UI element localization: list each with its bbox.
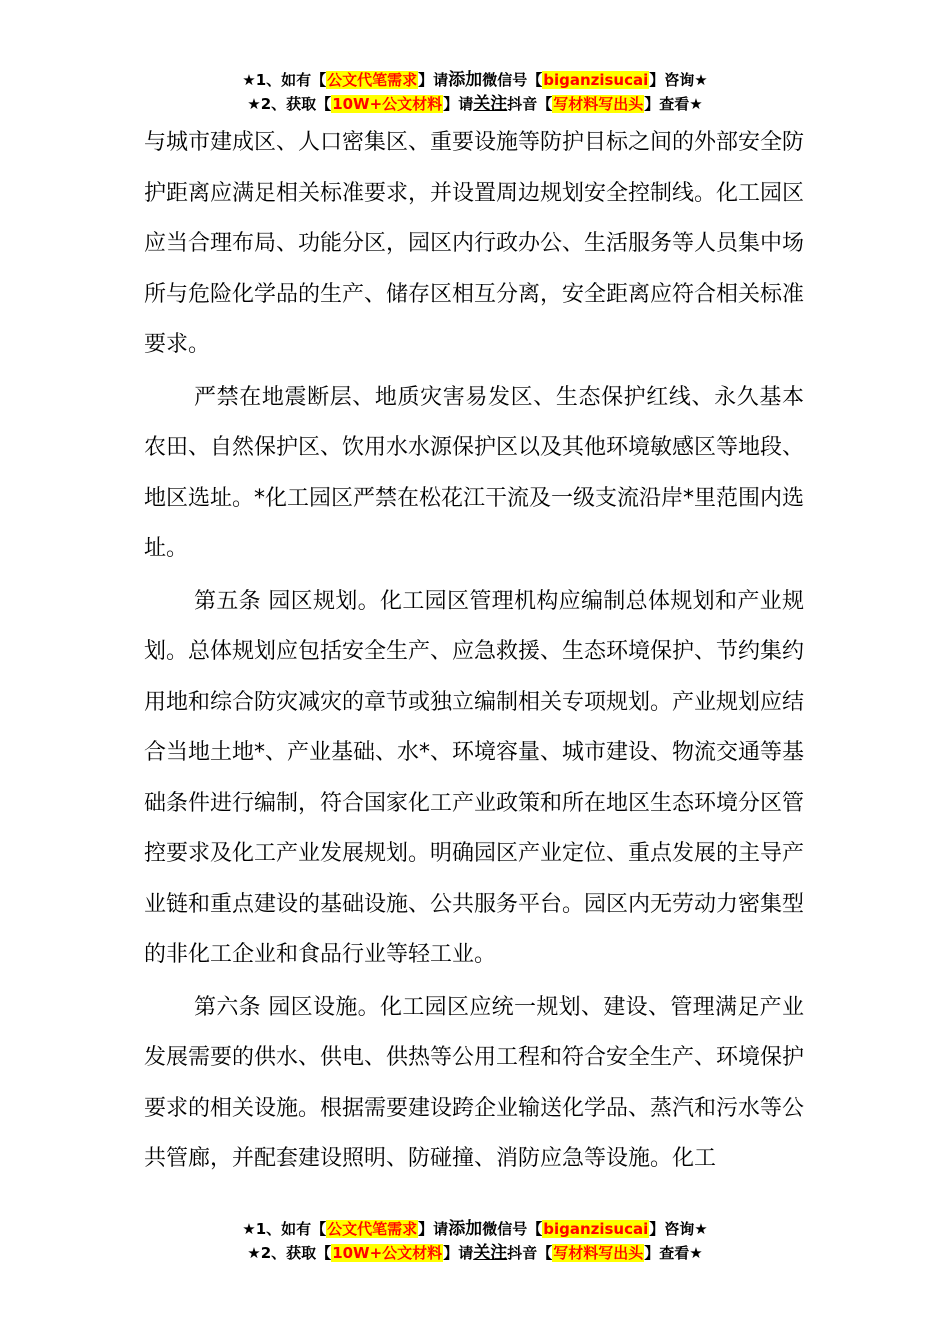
highlight-wechat-id: biganzisucai [543, 71, 649, 89]
banner-text: 微信号【 [482, 1220, 543, 1238]
banner-line-2 [0, 92, 950, 116]
highlight-service: 公文代笔需求 [327, 71, 418, 89]
header-banner [0, 68, 950, 116]
document-body [144, 118, 804, 1185]
banner-line-1 [0, 1217, 950, 1241]
star-icon: ★ [247, 95, 261, 113]
emphasis-follow: 关注 [473, 94, 508, 114]
paragraph-continuation: 与城市建成区、人口密集区、重要设施等防护目标之间的外部安全防护距离应满足相关标准要求，并设置周边规划安全控制线。化工园区应当合理布局、功能分区，园区内行政办公、生活服务等人员集中场所与危险化学品的生产、储存区相互分离，安全距离应符合相关标准要求。 [144, 130, 805, 357]
emphasis-follow: 关注 [473, 1243, 508, 1263]
highlight-service: 公文代笔需求 [327, 1220, 418, 1238]
highlight-douyin-id: 写材料写出头 [553, 95, 644, 113]
star-icon: ★ [242, 71, 256, 89]
highlight-materials: 10W+公文材料 [332, 95, 443, 113]
highlight-douyin-id: 写材料写出头 [553, 1244, 644, 1262]
banner-text: 抖音【 [507, 95, 553, 113]
star-icon: ★ [247, 1244, 261, 1262]
banner-text: 2、获取【 [260, 1244, 332, 1262]
banner-text: 微信号【 [482, 71, 543, 89]
emphasis-add: 添加 [448, 70, 483, 90]
paragraph-article-6: 第六条 园区设施。化工园区应统一规划、建设、管理满足产业发展需要的供水、供电、供热等公用工程和符合安全生产、环境保护要求的相关设施。根据需要建设跨企业输送化学品、蒸汽和污水等公共管廊，并配套建设照明、防碰撞、消防应急等设施。化工 [144, 994, 805, 1171]
paragraph-article-5: 第五条 园区规划。化工园区管理机构应编制总体规划和产业规划。总体规划应包括安全生产、应急救援、生态环境保护、节约集约用地和综合防灾减灾的章节或独立编制相关专项规划。产业规划应结合当地土地*、产业基础、水*、环境容量、城市建设、物流交通等基础条件进行编制，符合国家化工产业政策和所在地区生态环境分区管控要求及化工产业发展规划。明确园区产业定位、重点发展的主导产业链和重点建设的基础设施、公共服务平台。园区内无劳动力密集型的非化工企业和食品行业等轻工业。 [144, 588, 805, 967]
star-icon: ★ [242, 1220, 256, 1238]
banner-text: 抖音【 [507, 1244, 553, 1262]
banner-text: 】请 [418, 1220, 449, 1238]
banner-line-2 [0, 1241, 950, 1265]
highlight-materials: 10W+公文材料 [332, 1244, 443, 1262]
banner-text: 】请 [418, 71, 449, 89]
banner-text: 】请 [443, 1244, 474, 1262]
paragraph-site-restrictions: 严禁在地震断层、地质灾害易发区、生态保护红线、永久基本农田、自然保护区、饮用水水源保护区以及其他环境敏感区等地段、地区选址。*化工园区严禁在松花江干流及一级支流沿岸*里范围内选址。 [144, 384, 805, 561]
banner-text: 】请 [443, 95, 474, 113]
footer-banner [0, 1217, 950, 1265]
banner-text: 】查看★ [644, 95, 703, 113]
banner-text: 】咨询★ [649, 1220, 708, 1238]
banner-text: 1、如有【 [255, 1220, 327, 1238]
banner-text: 】咨询★ [649, 71, 708, 89]
banner-text: 1、如有【 [255, 71, 327, 89]
banner-text: 2、获取【 [260, 95, 332, 113]
emphasis-add: 添加 [448, 1219, 483, 1239]
banner-line-1 [0, 68, 950, 92]
highlight-wechat-id: biganzisucai [543, 1220, 649, 1238]
banner-text: 】查看★ [644, 1244, 703, 1262]
